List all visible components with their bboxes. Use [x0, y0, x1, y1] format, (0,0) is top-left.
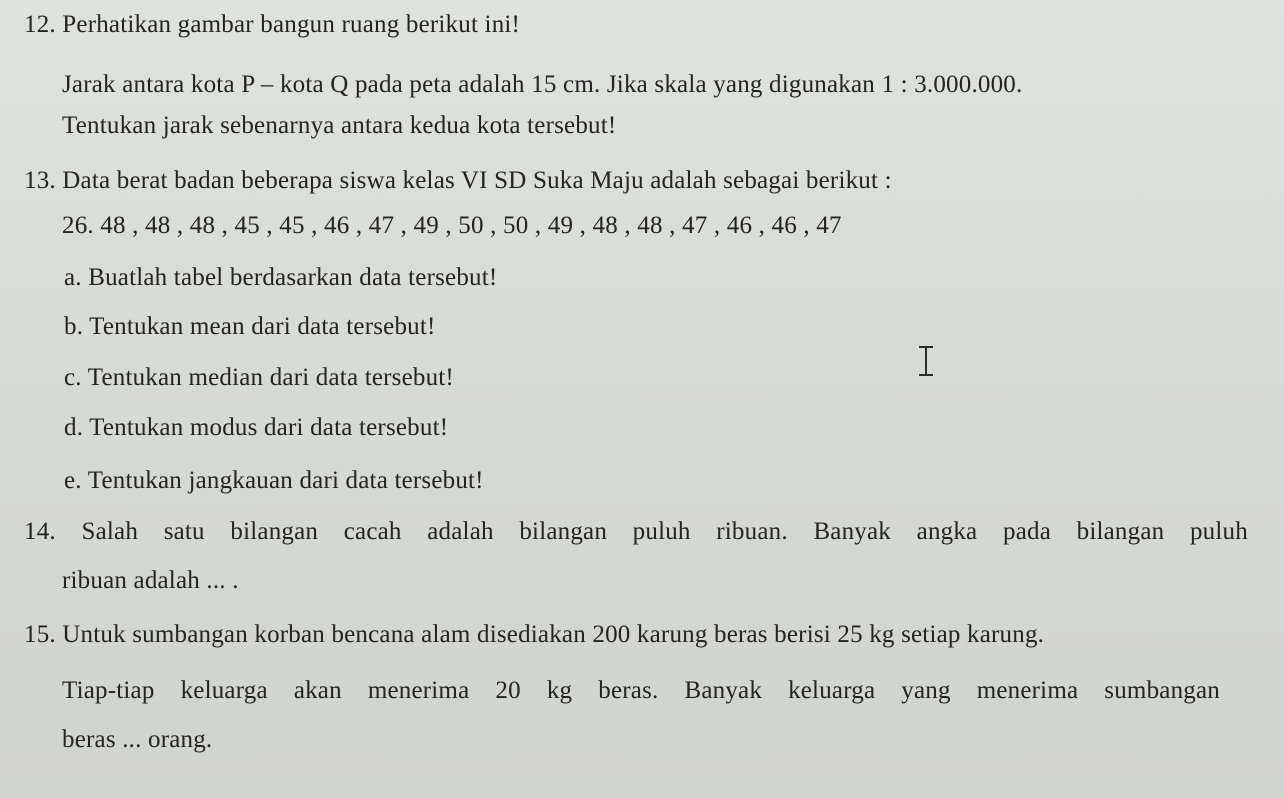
- q15-line1: 15. Untuk sumbangan korban bencana alam disediakan 200 karung beras berisi 25 kg setiap karung.: [24, 621, 1045, 648]
- q14-word: pada: [1003, 518, 1051, 545]
- q14-word: puluh: [632, 518, 691, 545]
- q15-word: Banyak: [684, 677, 763, 704]
- q13-data: 26. 48 , 48 , 48 , 45 , 45 , 46 , 47 , 49 , 50 , 50 , 49 , 48 , 48 , 47 , 46 , 46 , 47: [62, 212, 842, 239]
- q13-item-c: c. Tentukan median dari data tersebut!: [64, 364, 454, 391]
- q14-word: cacah: [343, 518, 402, 545]
- q13-item-a: a. Buatlah tabel berdasarkan data tersebut!: [64, 264, 498, 291]
- q14-word: bilangan: [1076, 518, 1165, 545]
- q13-item-e: e. Tentukan jangkauan dari data tersebut!: [64, 467, 484, 494]
- q14-word: Salah: [81, 518, 139, 545]
- q14-word: satu: [163, 518, 205, 545]
- q15-word: keluarga: [180, 677, 268, 704]
- text-cursor-icon: [919, 345, 933, 377]
- q14-word: adalah: [427, 518, 494, 545]
- q13-item-b: b. Tentukan mean dari data tersebut!: [64, 313, 436, 340]
- q15-line3: beras ... orang.: [62, 726, 213, 753]
- q15-word: akan: [293, 677, 342, 704]
- q13-item-d: d. Tentukan modus dari data tersebut!: [64, 414, 449, 441]
- q14-line1: [24, 517, 1248, 547]
- q14-word: bilangan: [519, 518, 608, 545]
- q15-word: Tiap-tiap: [62, 677, 155, 704]
- q14-word: ribuan.: [716, 518, 788, 545]
- q15-word: menerima: [367, 677, 470, 704]
- q15-word: kg: [546, 677, 573, 704]
- q14-word: puluh: [1189, 518, 1248, 545]
- q15-word: keluarga: [788, 677, 876, 704]
- q14-word: angka: [916, 518, 978, 545]
- q15-word: beras.: [598, 677, 659, 704]
- q15-word: menerima: [976, 677, 1079, 704]
- q13-title: 13. Data berat badan beberapa siswa kelas VI SD Suka Maju adalah sebagai berikut :: [24, 167, 892, 194]
- q12-line2: Tentukan jarak sebenarnya antara kedua kota tersebut!: [62, 112, 617, 139]
- q12-line1: Jarak antara kota P – kota Q pada peta adalah 15 cm. Jika skala yang digunakan 1 : 3.000.000.: [62, 71, 1023, 98]
- q14-word: 14.: [24, 518, 56, 545]
- q15-line2: [62, 676, 1220, 706]
- q15-word: 20: [495, 677, 521, 704]
- q14-line2: ribuan adalah ... .: [62, 567, 239, 594]
- q12-title: 12. Perhatikan gambar bangun ruang berikut ini!: [24, 11, 521, 38]
- q14-word: bilangan: [230, 518, 319, 545]
- q14-word: Banyak: [813, 518, 892, 545]
- q15-word: yang: [901, 677, 951, 704]
- q15-word: sumbangan: [1104, 677, 1220, 704]
